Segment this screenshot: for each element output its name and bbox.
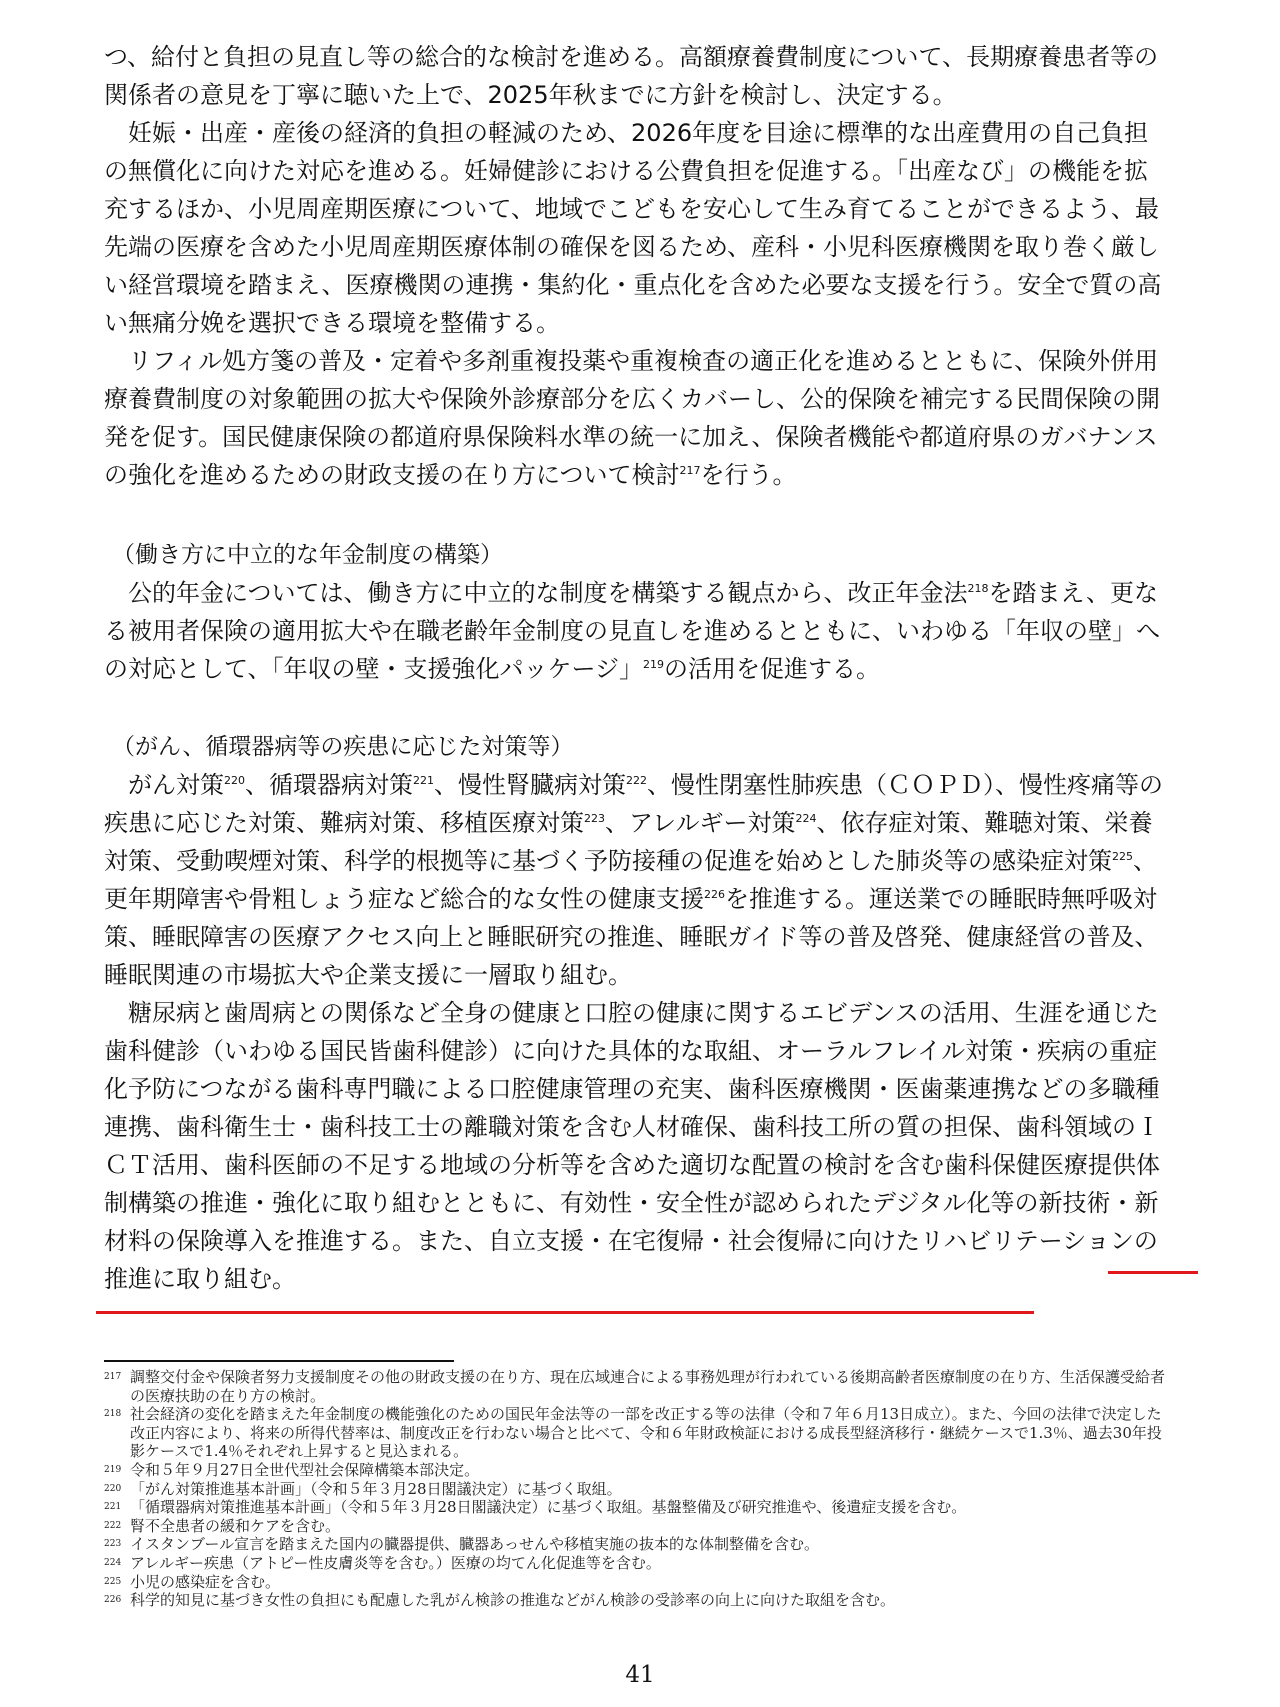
footnote-number: 223 [104,1539,122,1550]
footnote-221 [104,1498,1174,1517]
footnote-ref-221[interactable]: 221 [413,774,434,787]
section-heading-disease: （がん、循環器病等の疾患に応じた対策等） [112,734,574,760]
text-block-pension [104,574,1170,688]
footnote-219 [104,1461,1174,1480]
footnote-number: 226 [104,1595,122,1606]
footnote-ref-223[interactable]: 223 [584,812,605,825]
footnote-number: 221 [104,1502,122,1513]
text-block-disease [104,766,1170,1298]
red-underline-2 [96,1311,1034,1314]
paragraph-disease-measures: がん対策$^{220}$、循環器病対策$^{221}$、慢性腎臓病対策$^{222}$、慢性閉塞性肺疾患（ＣＯＰＤ）、慢性疼痛等の疾患に応じた対策、難病対策、移植医療対策$^{223}$、アレルギー対策$^{224}$、依存症対策、難聴対策、栄養対策、受動喫煙対策、科学的根拠等に基づく予防接種の促進を始めとした肺炎等の感染症対策$^{225}$、更年期障害や骨粗しょう症など総合的な女性の健康支援$^{226}$を推進する。運送業での睡眠時無呼吸対策、睡眠障害の医療アクセス向上と睡眠研究の推進、睡眠ガイド等の普及啓発、健康経営の普及、睡眠関連の市場拡大や企業支援に一層取り組む。 [104,771,1163,989]
red-underline-1 [1108,1271,1198,1274]
footnote-ref-224[interactable]: 224 [795,812,817,825]
footnote-ref-222[interactable]: 222 [626,774,647,787]
text-block-medical [104,38,1170,494]
footnote-222 [104,1517,1174,1536]
footnote-number: 218 [104,1409,122,1420]
paragraph-cost-review: つ、給付と負担の見直し等の総合的な検討を進める。高額療養費制度について、長期療養患者等の関係者の意見を丁寧に聴いた上で、2025年秋までに方針を検討し、決定する。 [104,43,1159,109]
footnote-text: 「がん対策推進基本計画」（令和５年３月28日閣議決定）に基づく取組。 [130,1479,622,1498]
paragraph-oral-health: 糖尿病と歯周病との関係など全身の健康と口腔の健康に関するエビデンスの活用、生涯を通じた歯科健診（いわゆる国民皆歯科健診）に向けた具体的な取組、オーラルフレイル対策・疾病の重症化予防につながる歯科専門職による口腔健康管理の充実、歯科医療機関・医歯薬連携などの多職種連携、歯科衛生士・歯科技工士の離職対策を含む人材確保、歯科技工所の質の担保、歯科領域のＩＣＴ活用、歯科医師の不足する地域の分析等を含めた適切な配置の検討を含む歯科保健医療提供体制構築の推進・強化に取り組むとともに、有効性・安全性が認められたデジタル化等の新技術・新材料の保険導入を推進する。また、自立支援・在宅復帰・社会復帰に向けたリハビリテーションの推進に取り組む。 [104,999,1160,1293]
footnote-218 [104,1405,1174,1461]
footnote-separator [104,1360,454,1362]
footnotes [104,1368,1174,1610]
footnote-ref-218[interactable]: 218 [967,582,989,595]
footnote-text: 社会経済の変化を踏まえた年金制度の機能強化のための国民年金法等の一部を改正する等の法律（令和７年６月13日成立）。また、今回の法律で決定した改正内容により、将来の所得代替率は、制度改正を行わない場合と比べて、令和６年財政検証における成長型経済移行・継続ケースで1.3％、過去30年投影ケースで1.4％それぞれ上昇すると見込まれる。 [130,1405,1162,1461]
footnote-217 [104,1368,1174,1405]
footnote-text: アレルギー疾患（アトピー性皮膚炎等を含む。）医療の均てん化促進等を含む。 [130,1553,661,1572]
footnote-220 [104,1480,1174,1499]
footnote-ref-226[interactable]: 226 [704,888,725,901]
highlighted-rehabilitation-text: 、自立支援・在宅復帰・社会復帰に向けたリハビリテーションの推進に取り組む。 [104,1227,1158,1293]
footnote-number: 219 [104,1464,122,1475]
footnote-225 [104,1573,1174,1592]
footnote-226 [104,1591,1174,1610]
footnote-224 [104,1554,1174,1573]
footnote-text: イスタンブール宣言を踏まえた国内の臓器提供、臓器あっせんや移植実施の抜本的な体制整備を含む。 [130,1535,819,1554]
footnote-ref-220[interactable]: 220 [224,774,245,787]
paragraph-childbirth: 妊娠・出産・産後の経済的負担の軽減のため、2026年度を目途に標準的な出産費用の自己負担の無償化に向けた対応を進める。妊婦健診における公費負担を促進する。「出産なび」の機能を拡充するほか、小児周産期医療について、地域でこどもを安心して生み育てることができるよう、最先端の医療を含めた小児周産期医療体制の確保を図るため、産科・小児科医療機関を取り巻く厳しい経営環境を踏まえ、医療機関の連携・集約化・重点化を含めた必要な支援を行う。安全で質の高い無痛分娩を選択できる環境を整備する。 [104,119,1162,337]
footnote-text: 令和５年９月27日全世代型社会保障構築本部決定。 [130,1460,480,1479]
paragraph-public-pension: 公的年金については、働き方に中立的な制度を構築する観点から、改正年金法$^{218}$を踏まえ、更なる被用者保険の適用拡大や在職老齢年金制度の見直しを進めるとともに、いわゆる「年収の壁」への対応として、「年収の壁・支援強化パッケージ」$^{219}$の活用を促進する。 [104,579,1160,683]
footnote-number: 224 [104,1557,122,1568]
footnote-number: 222 [104,1520,122,1531]
footnote-text: 調整交付金や保険者努力支援制度その他の財政支援の在り方、現在広域連合による事務処理が行われている後期高齢者医療制度の在り方、生活保護受給者の医療扶助の在り方の検討。 [130,1368,1166,1405]
footnote-223 [104,1535,1174,1554]
footnote-text: 腎不全患者の緩和ケアを含む。 [130,1516,341,1535]
footnote-number: 220 [104,1483,122,1494]
section-heading-pension: （働き方に中立的な年金制度の構築） [112,542,503,568]
footnote-ref-225[interactable]: 225 [1112,850,1133,863]
footnote-number: 217 [104,1372,122,1382]
footnote-ref-219[interactable]: 219 [643,658,665,671]
footnote-text: 「循環器病対策推進基本計画」（令和５年３月28日閣議決定）に基づく取組。基盤整備及び研究推進や、後遺症支援を含む。 [130,1498,967,1517]
footnote-number: 225 [104,1576,122,1587]
paragraph-refill-prescription: リフィル処方箋の普及・定着や多剤重複投薬や重複検査の適正化を進めるとともに、保険外併用療養費制度の対象範囲の拡大や保険外診療部分を広くカバーし、公的保険を補完する民間保険の開発を促す。国民健康保険の都道府県保険料水準の統一に加え、保険者機能や都道府県のガバナンスの強化を進めるための財政支援の在り方について検討$^{217}$を行う。 [104,347,1160,489]
page-number: 41 [625,1662,655,1688]
footnote-ref-217[interactable]: 217 [679,464,701,477]
footnote-text: 科学的知見に基づき女性の負担にも配慮した乳がん検診の推進などがん検診の受診率の向上に向けた取組を含む。 [130,1591,896,1610]
footnote-text: 小児の感染症を含む。 [130,1572,281,1591]
